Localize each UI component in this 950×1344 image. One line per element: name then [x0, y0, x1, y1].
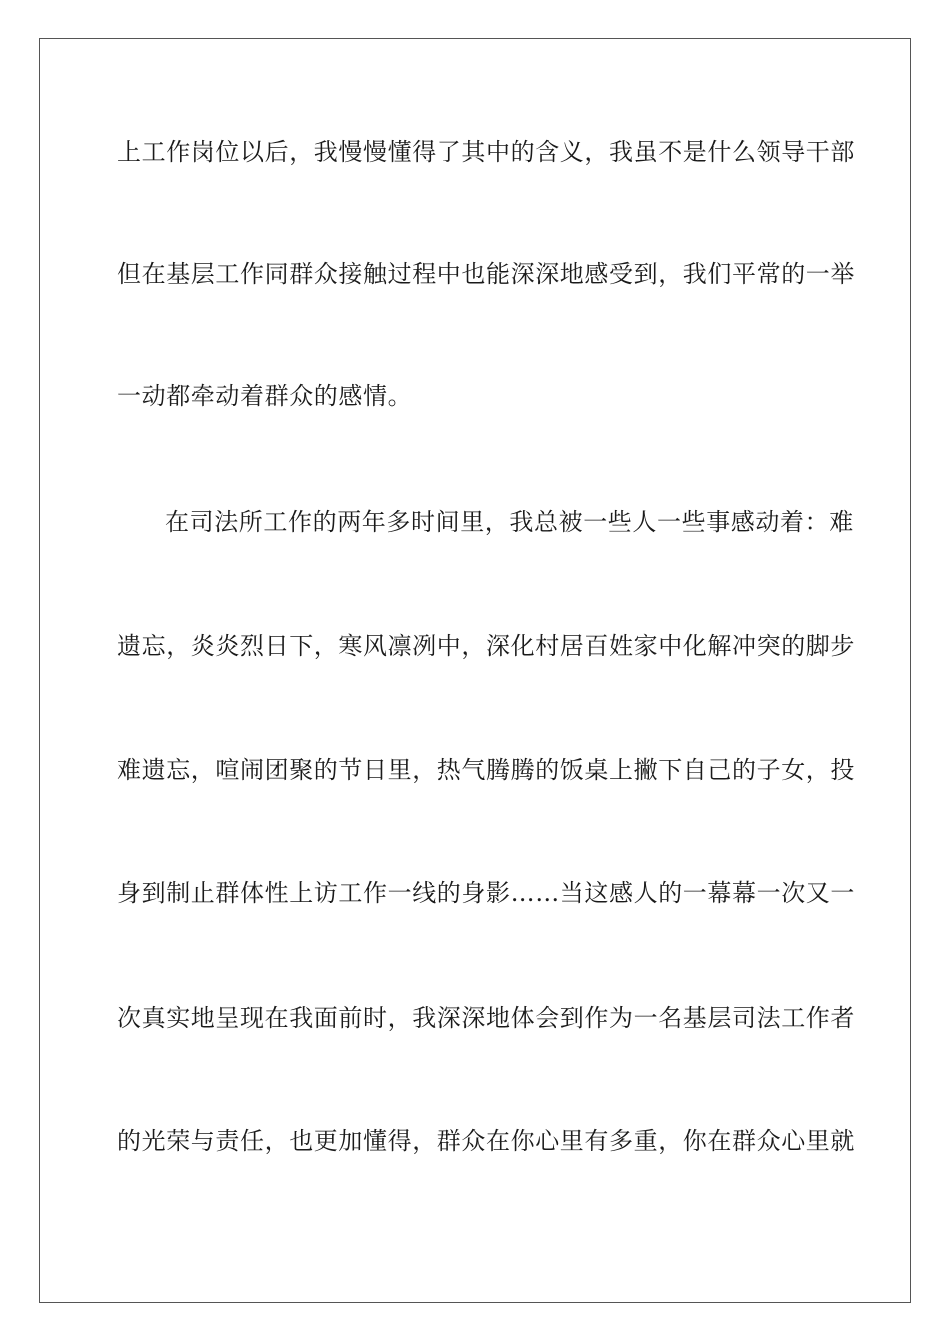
- paragraph-line: 但在基层工作同群众接触过程中也能深深地感受到，我们平常的一举: [117, 260, 855, 288]
- paragraph-line: 身到制止群体性上访工作一线的身影……当这感人的一幕幕一次又一: [117, 879, 855, 907]
- paragraph-line: 难遗忘，喧闹团聚的节日里，热气腾腾的饭桌上撇下自己的子女，投: [117, 756, 855, 784]
- paragraph-line: 的光荣与责任，也更加懂得，群众在你心里有多重，你在群众心里就: [117, 1127, 855, 1155]
- paragraph-line: 上工作岗位以后，我慢慢懂得了其中的含义，我虽不是什么领导干部: [117, 138, 855, 166]
- paragraph-line: 遗忘，炎炎烈日下，寒风凛冽中，深化村居百姓家中化解冲突的脚步: [117, 632, 855, 660]
- page-border: [39, 38, 911, 1303]
- paragraph-line: 一动都牵动着群众的感情。: [117, 382, 413, 410]
- paragraph-line: 次真实地呈现在我面前时，我深深地体会到作为一名基层司法工作者: [117, 1004, 855, 1032]
- paragraph-line: 在司法所工作的两年多时间里，我总被一些人一些事感动着：难: [165, 508, 854, 536]
